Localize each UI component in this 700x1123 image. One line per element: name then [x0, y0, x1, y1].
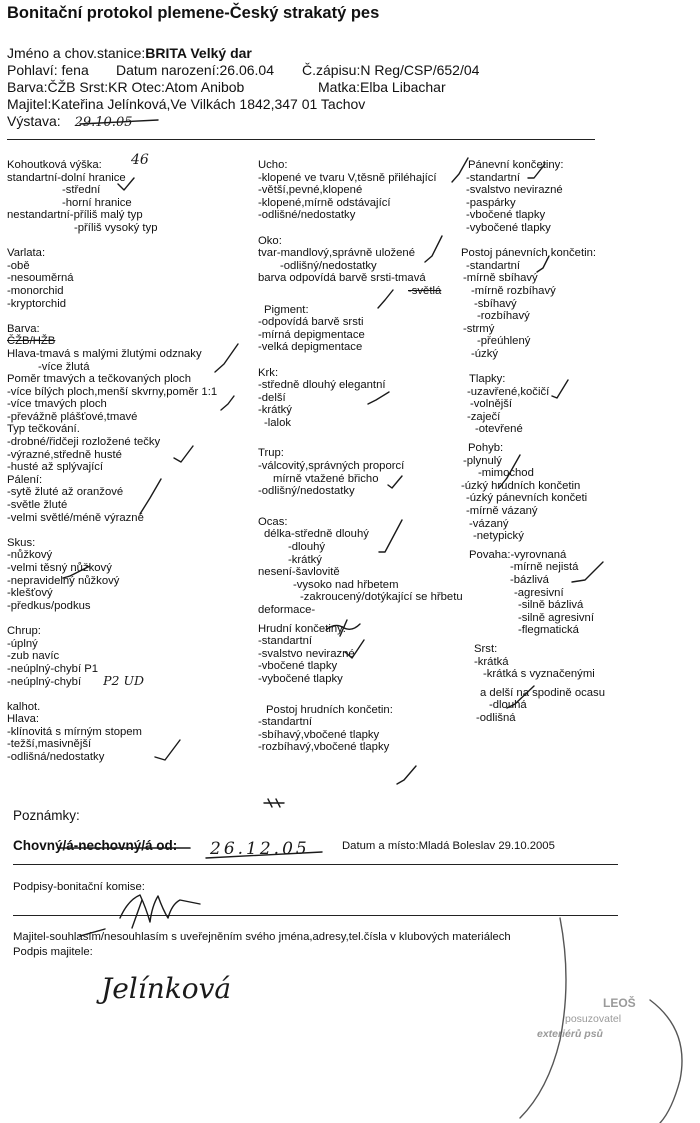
color-opt: -světle žluté	[7, 499, 68, 512]
color-opt: -více tmavých ploch	[7, 398, 107, 411]
tail-opt: deformace-	[258, 604, 316, 616]
dob-label: Datum narození:	[116, 62, 220, 78]
gait-heading: Pohyb:	[468, 442, 504, 455]
header-name-row	[7, 45, 252, 62]
bite-opt: -nůžkový	[7, 549, 53, 562]
color-value: ČŽB	[47, 79, 76, 95]
teeth-note: P2 UD	[103, 673, 145, 689]
testes-heading: Varlata:	[7, 247, 46, 260]
color-opt: Hlava-tmavá s malými žlutými odznaky	[7, 347, 202, 360]
eye-opt: -světlá	[408, 284, 442, 297]
testes-opt: -monorchid	[7, 284, 64, 297]
paws-opt: -otevřené	[475, 423, 523, 436]
show-label: Výstava:	[7, 113, 61, 129]
commission-label: Podpisy-bonitační komise:	[13, 881, 145, 893]
paws-opt: -volnější	[470, 398, 513, 411]
show-value: 29.10.05	[74, 115, 133, 130]
commission-signature	[132, 900, 142, 928]
neck-opt: -lalok	[264, 416, 291, 429]
height-value: 46	[131, 152, 149, 168]
height-opt: nestandartní-příliš malý typ	[7, 209, 143, 222]
hind-legs-opt: -standartní	[466, 171, 521, 184]
hind-legs-opt: -paspárky	[466, 196, 516, 209]
reg-row	[302, 62, 479, 79]
father-label: Otec:	[131, 79, 165, 95]
eye-opt: barva odpovídá barvě srsti-tmavá	[258, 272, 426, 285]
coat-opt: a delší na spodině ocasu	[480, 686, 605, 699]
gait-opt: -netypický	[473, 530, 524, 543]
gait-opt: -úzký pánevních končeti	[466, 492, 588, 505]
stamp-top: LEOŠ	[603, 996, 636, 1010]
neck-opt: -středně dlouhý elegantní	[258, 379, 386, 392]
hind-legs-opt: -svalstvo nevirazné	[466, 184, 563, 197]
color-opt: -husté až splývající	[7, 461, 104, 474]
teeth-missing-label: -neúplný-chybí	[7, 676, 82, 689]
teeth-opt: -zub navíc	[7, 650, 60, 663]
body-opt: -válcovitý,správných proporcí	[258, 460, 405, 473]
neck-opt: -krátký	[258, 404, 292, 417]
column-right	[461, 159, 693, 725]
gait-opt: -plynulý	[463, 454, 502, 467]
color-opt: -více bílých ploch,menší skvrny,poměr 1:1	[7, 385, 218, 398]
tail-opt: délka-středně dlouhý	[264, 528, 369, 541]
owner-signature: Jelínková	[101, 972, 232, 1005]
hind-stance-opt: -rozbíhavý	[477, 310, 530, 323]
hind-legs-heading: Pánevní končetiny:	[468, 159, 564, 171]
commission-signature	[120, 895, 200, 922]
pigment-opt: -odpovídá barvě srsti	[258, 316, 364, 329]
front-stance-opt: -standartní	[258, 716, 313, 729]
testes-opt: -kryptorchid	[7, 297, 67, 310]
skull-opt: -težší,masivnější	[7, 738, 92, 751]
header-show-row	[7, 113, 132, 131]
sex-value: fena	[61, 62, 89, 78]
temperament-opt: -flegmatická	[518, 624, 579, 637]
dob-value: 26.06.04	[219, 62, 274, 78]
reg-value: N Reg/CSP/652/04	[360, 62, 480, 78]
gait-opt: -mírně vázaný	[466, 505, 538, 518]
bite-opt: -velmi těsný nůžkový	[7, 562, 112, 574]
color-opt: -výrazné,středně husté	[7, 448, 122, 461]
consent-text: Majitel-souhlasím/nesouhlasím s uveřejněním svého jména,adresy,tel.čísla v klubových materiálech	[13, 931, 511, 943]
coat-opt: -krátká s vyznačenými	[483, 668, 595, 681]
color-opt: -převážně plášťové,tmavé	[7, 410, 138, 423]
footer-divider-1	[13, 864, 618, 865]
height-opt: standartní-dolní hranice	[7, 171, 126, 184]
height-opt: -střední	[62, 184, 101, 197]
father-value: Atom Anibob	[164, 79, 245, 95]
color-opt: -sytě žluté až oranžové	[7, 486, 124, 499]
temperament-opt: -bázlivá	[510, 574, 549, 586]
front-legs-opt: -standartní	[258, 635, 313, 648]
breeding-date: 26.12.05	[210, 839, 310, 859]
header-parents-row	[7, 79, 244, 96]
color-label: Barva:	[7, 79, 48, 95]
pigment-opt: -velká depigmentace	[258, 341, 363, 354]
bite-opt: -klešťový	[7, 587, 53, 600]
height-opt: -příliš vysoký typ	[74, 221, 158, 234]
coat-opt: -odlišná	[476, 711, 516, 724]
front-legs-heading: Hrudní končetiny:	[258, 622, 346, 635]
header-owner-row	[7, 96, 365, 113]
coat-heading: Srst:	[474, 642, 498, 655]
mother-label: Matka:	[318, 79, 361, 95]
place-date: Datum a místo:Mladá Boleslav 29.10.2005	[342, 840, 555, 852]
teeth-heading: Chrup:	[7, 624, 41, 637]
cross-mark	[268, 799, 280, 807]
owner-sign-label: Podpis majitele:	[13, 946, 93, 958]
teeth-opt: -úplný	[7, 637, 38, 650]
hind-stance-opt: -přeúhlený	[477, 335, 531, 348]
skull-heading: Hlava:	[7, 713, 40, 726]
bite-opt: -nepravidelný nůžkový	[7, 574, 120, 587]
breeding-label	[13, 838, 177, 853]
header-sex-row	[7, 62, 89, 79]
color-opt: -drobné/řidčeji rozložené tečky	[7, 436, 161, 449]
front-stance-opt: -sbíhavý,vbočené tlapky	[258, 728, 380, 741]
stamp-arc	[650, 1000, 682, 1123]
front-stance-opt: -rozbíhavý,vbočené tlapky	[258, 741, 390, 754]
gait-opt: -vázaný	[469, 517, 509, 530]
tail-opt: nesení-šavlovitě	[258, 566, 340, 579]
ear-opt: -větší,pevné,klopené	[258, 184, 363, 197]
temperament-opt: -silně agresivní	[518, 611, 594, 624]
stamp-arc	[520, 918, 566, 1118]
height-opt: -horní hranice	[62, 196, 132, 209]
neck-heading: Krk:	[258, 366, 279, 379]
hind-stance-opt: -strmý	[463, 322, 495, 335]
footer-divider-2	[13, 915, 618, 916]
color-heading: Barva:	[7, 322, 40, 335]
coat-label: Srst:	[79, 79, 109, 95]
tail-opt: -zakroucený/dotýkající se hřbetu	[300, 591, 463, 604]
name-value: BRITA Velký dar	[145, 45, 252, 61]
pigment-heading: Pigment:	[264, 303, 309, 316]
hind-stance-opt: -mírně rozbíhavý	[471, 284, 556, 297]
owner-value: Kateřina Jelínková,Ve Vilkách 1842,347 01 Tachov	[51, 96, 366, 112]
color-opt: Poměr tmavých a tečkovaných ploch	[7, 373, 191, 386]
tail-heading: Ocas:	[258, 515, 288, 528]
temperament-opt: -mírně nejistá	[510, 561, 579, 574]
hind-legs-opt: -vbočené tlapky	[466, 209, 546, 222]
hind-stance-opt: -úzký	[471, 347, 498, 360]
paws-opt: -zaječí	[467, 410, 501, 423]
eye-heading: Oko:	[258, 234, 282, 247]
hind-legs-opt: -vybočené tlapky	[466, 221, 551, 234]
front-legs-opt: -vbočené tlapky	[258, 660, 338, 673]
height-heading: Kohoutková výška:	[7, 159, 102, 171]
paws-heading: Tlapky:	[469, 373, 506, 386]
color-opt: Pálení:	[7, 473, 43, 486]
header-divider	[7, 139, 595, 140]
gait-opt: -mimochod	[478, 467, 534, 480]
mother-value: Elba Libachar	[360, 79, 446, 95]
coat-opt: -dlouhá	[489, 699, 527, 712]
skull-opt: kalhot.	[7, 700, 41, 713]
neck-opt: -delší	[258, 391, 286, 404]
reg-label: Č.zápisu:	[302, 62, 361, 78]
eye-opt: -odlišný/nedostatky	[280, 259, 377, 272]
stamp-mid: posuzovatel	[565, 1013, 622, 1025]
ear-opt: -klopené ve tvaru V,těsně přiléhající	[258, 171, 437, 184]
skull-opt: -odlišná/nedostatky	[7, 750, 105, 763]
mother-row	[318, 79, 446, 96]
bite-heading: Skus:	[7, 536, 36, 549]
owner-label: Majitel:	[7, 96, 52, 112]
temperament-heading: Povaha:-vyrovnaná	[469, 548, 567, 561]
color-opt: -více žlutá	[38, 360, 90, 373]
front-legs-opt: -svalstvo nevirazné	[258, 647, 355, 660]
paws-opt: -uzavřené,kočičí	[467, 385, 550, 398]
teeth-opt: -neúplný-chybí P1	[7, 662, 99, 675]
testes-opt: -nesouměrná	[7, 272, 74, 285]
body-heading: Trup:	[258, 447, 284, 460]
stamp-bottom: exteriérů psů	[537, 1028, 603, 1040]
dob-row	[116, 62, 274, 79]
temperament-opt: -silně bázlivá	[518, 599, 584, 612]
teeth-opt-missing	[7, 675, 257, 688]
bite-opt: -předkus/podkus	[7, 599, 91, 612]
ear-opt: -odlišné/nedostatky	[258, 209, 356, 222]
page-title: Bonitační protokol plemene-Český strakatý pes	[7, 4, 380, 22]
front-legs-opt: -vybočené tlapky	[258, 672, 343, 685]
sex-label: Pohlaví:	[7, 62, 58, 78]
eye-opt: tvar-mandlový,správně uložené	[258, 247, 415, 260]
hind-stance-opt: -mírně sbíhavý	[463, 272, 538, 285]
column-left	[7, 159, 257, 764]
pigment-opt: -mírná depigmentace	[258, 328, 365, 341]
color-opt: Typ tečkování.	[7, 423, 80, 436]
gait-opt: -úzký hrudních končetin	[461, 479, 581, 492]
notes-label: Poznámky:	[13, 808, 80, 823]
ear-opt: -klopené,mírně odstávající	[258, 196, 391, 209]
body-opt: -odlišný/nedostatky	[258, 485, 355, 498]
tail-opt: -dlouhý	[288, 541, 326, 554]
coat-value: KR	[108, 79, 128, 95]
name-label: Jméno a chov.stanice:	[7, 45, 146, 61]
body-opt: mírně vtažené břicho	[273, 472, 379, 485]
coat-opt: -krátká	[474, 655, 509, 668]
hind-stance-opt: -standartní	[466, 259, 521, 272]
temperament-opt: -agresivní	[514, 586, 564, 599]
tail-opt: -krátký	[288, 553, 322, 566]
breeding-label-text: Chovný/á-nechovný/á od:	[13, 838, 178, 853]
color-opt: -velmi světlé/méně výrazné	[7, 511, 144, 524]
check-mark	[397, 766, 416, 784]
testes-opt: -obě	[7, 259, 30, 272]
hind-stance-heading: Postoj pánevních končetin:	[461, 247, 597, 260]
tail-opt: -vysoko nad hřbetem	[293, 578, 399, 591]
color-opt: ČŽB/HŽB	[7, 335, 56, 348]
front-stance-heading: Postoj hrudních končetin:	[266, 703, 393, 716]
skull-opt: -klínovitá s mírným stopem	[7, 725, 142, 738]
column-middle	[258, 159, 470, 754]
hind-stance-opt: -sbíhavý	[474, 297, 517, 310]
ear-heading: Ucho:	[258, 159, 288, 171]
